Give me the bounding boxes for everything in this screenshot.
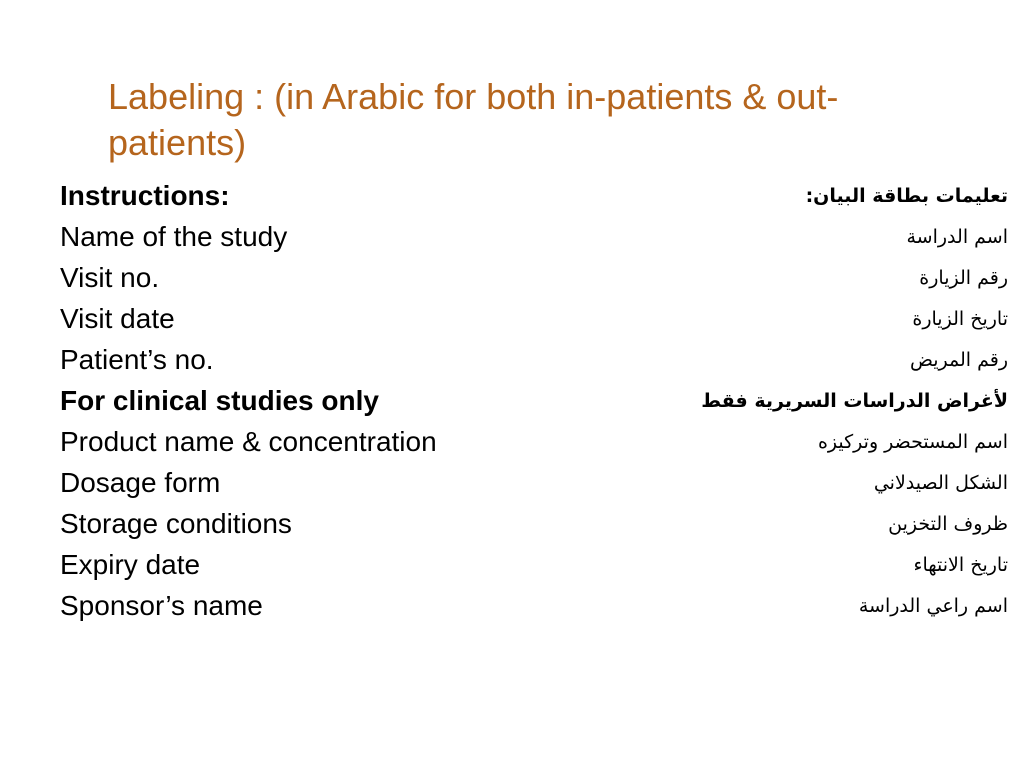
english-label: For clinical studies only xyxy=(60,384,379,416)
row-product-name xyxy=(60,421,1008,462)
arabic-label: ظروف التخزين xyxy=(888,512,1008,535)
row-visit-date xyxy=(60,298,1008,339)
arabic-label: الشكل الصيدلاني xyxy=(873,471,1008,494)
english-label: Expiry date xyxy=(60,548,201,580)
english-label: Dosage form xyxy=(60,466,221,498)
row-sponsor-name xyxy=(60,585,1008,626)
arabic-label: رقم الزيارة xyxy=(919,266,1008,289)
row-expiry-date xyxy=(60,544,1008,585)
english-label: Storage conditions xyxy=(60,507,292,539)
english-label: Sponsor’s name xyxy=(60,589,263,621)
arabic-label: تعليمات بطاقة البيان: xyxy=(805,184,1008,207)
row-study-name xyxy=(60,216,1008,257)
arabic-label: تاريخ الزيارة xyxy=(912,307,1008,330)
arabic-label: تاريخ الانتهاء xyxy=(913,553,1008,576)
english-label: Visit date xyxy=(60,302,175,334)
arabic-label: اسم راعي الدراسة xyxy=(858,594,1008,617)
arabic-label: لأغراض الدراسات السريرية فقط xyxy=(701,389,1008,412)
english-label: Product name & concentration xyxy=(60,425,437,457)
english-label: Instructions: xyxy=(60,179,230,211)
english-label: Patient’s no. xyxy=(60,343,214,375)
row-visit-no xyxy=(60,257,1008,298)
arabic-label: اسم الدراسة xyxy=(906,225,1008,248)
row-clinical-studies-heading xyxy=(60,380,1008,421)
english-label: Visit no. xyxy=(60,261,160,293)
row-dosage-form xyxy=(60,462,1008,503)
row-instructions xyxy=(60,175,1008,216)
label-fields-list xyxy=(60,175,1008,626)
slide-title: Labeling : (in Arabic for both in-patients & out-patients) xyxy=(108,76,839,163)
arabic-label: اسم المستحضر وتركيزه xyxy=(817,430,1008,453)
row-patient-no xyxy=(60,339,1008,380)
english-label: Name of the study xyxy=(60,220,288,252)
row-storage-conditions xyxy=(60,503,1008,544)
arabic-label: رقم المريض xyxy=(909,348,1008,371)
